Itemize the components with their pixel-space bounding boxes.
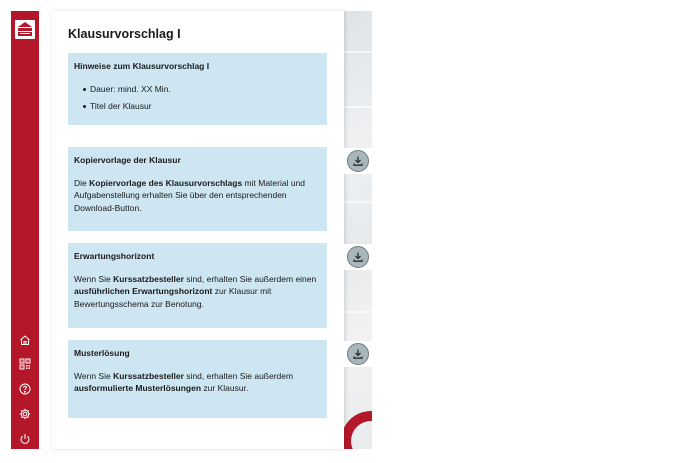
help-icon[interactable] — [17, 381, 33, 397]
sidebar — [11, 11, 39, 449]
content-panel — [52, 11, 344, 449]
copy-template-card — [68, 147, 327, 231]
download-expectation-button[interactable] — [347, 246, 369, 268]
download-strip — [344, 148, 372, 174]
expectation-card — [68, 243, 327, 328]
qr-code-icon[interactable] — [17, 356, 33, 372]
copy-template-title: Kopiervorlage der Klausur — [74, 155, 181, 165]
copy-template-text: Die Kopiervorlage des Klausurvorschlags mit Material und Aufgabenstellung erhalten Sie über den entsprechenden Download-Button. — [74, 177, 306, 213]
publisher-logo-icon[interactable] — [15, 20, 35, 39]
download-icon — [352, 155, 364, 167]
hints-card — [68, 53, 327, 125]
download-icon — [352, 348, 364, 360]
power-icon[interactable] — [17, 431, 33, 447]
expectation-title: Erwartungshorizont — [74, 251, 155, 261]
expectation-text: Wenn Sie Kurssatzbesteller sind, erhalten Sie außerdem einen ausführlichen Erwartungshorizont zur Klausur mit Bewertungsschema zur Benotung. — [74, 273, 317, 309]
home-icon[interactable] — [17, 332, 33, 348]
download-strip — [344, 244, 372, 270]
download-copy-template-button[interactable] — [347, 150, 369, 172]
solution-card — [68, 340, 327, 418]
solution-text: Wenn Sie Kurssatzbesteller sind, erhalten Sie außerdem ausformulierte Musterlösungen zur Klausur. — [74, 370, 294, 393]
download-solution-button[interactable] — [347, 343, 369, 365]
solution-title: Musterlösung — [74, 348, 130, 358]
list-item: Dauer: mind. XX Min. — [74, 83, 321, 96]
hints-title: Hinweise zum Klausurvorschlag I — [74, 61, 210, 71]
gear-icon[interactable] — [17, 406, 33, 422]
download-icon — [352, 251, 364, 263]
list-item: Titel der Klausur — [74, 100, 321, 113]
page-title: Klausurvorschlag I — [68, 27, 181, 41]
hints-list — [74, 83, 321, 113]
download-strip — [344, 341, 372, 367]
